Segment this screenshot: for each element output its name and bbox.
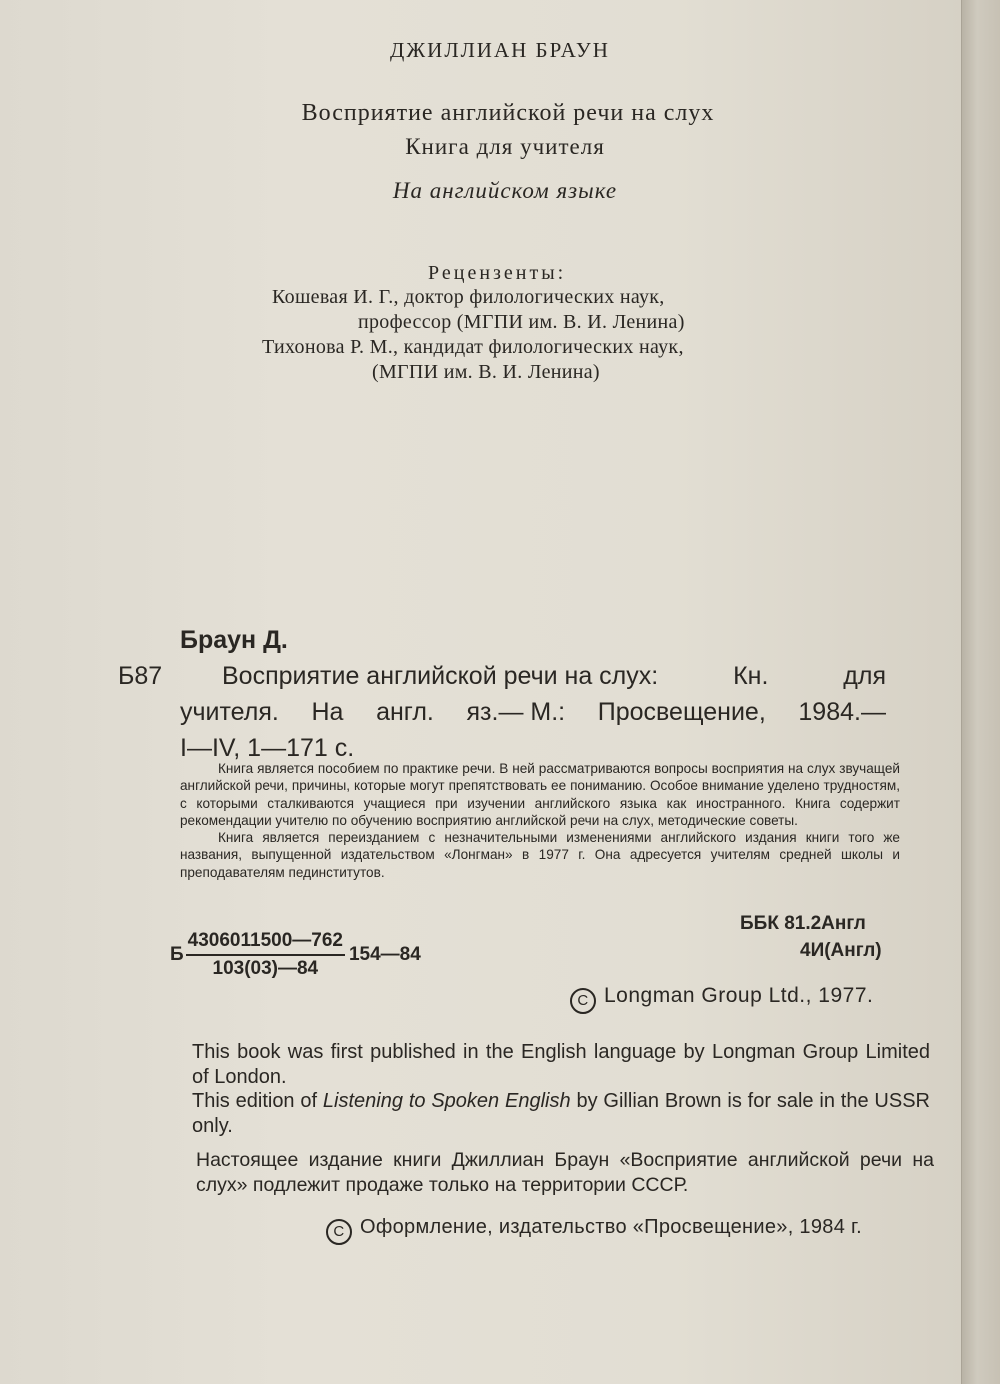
catalog-text: англ. (376, 698, 434, 726)
reviewer-line: профессор (МГПИ им. В. И. Ленина) (358, 311, 685, 333)
original-title: Listening to Spoken English (322, 1090, 571, 1112)
catalog-text: учителя. (180, 698, 279, 726)
catalog-pages: I—IV, 1—171 с. (180, 734, 355, 762)
catalog-text: Просвещение, (597, 698, 766, 726)
catalog-line-1 (222, 662, 886, 691)
abstract-paragraph: Книга является переизданием с незначительными изменениями английского издания книги того же названия, выпущенной издательством «Лонгман» в 1977 г. Она адресуется учителям средней школы и преподавателям пединститутов. (180, 830, 900, 880)
notice-text: This edition of (192, 1090, 323, 1112)
fraction-prefix: Б (170, 944, 184, 965)
prosveshchenie-copyright (326, 1216, 862, 1245)
reviewer-line: Тихонова Р. М., кандидат филологических наук, (262, 336, 684, 358)
catalog-text: На (311, 698, 344, 726)
author-heading: ДЖИЛЛИАН БРАУН (390, 38, 610, 62)
catalog-text: Кн. (733, 662, 769, 690)
catalog-code: Б87 (118, 662, 163, 690)
longman-copyright (570, 984, 873, 1014)
fraction-numerator: 4306011500—762 (186, 930, 345, 956)
bbk-code: ББК 81.2Англ (740, 913, 866, 934)
price-fraction (170, 930, 421, 980)
reviewer-line: (МГПИ им. В. И. Ленина) (372, 361, 600, 383)
catalog-line-2 (180, 698, 886, 727)
udk-code: 4И(Англ) (800, 940, 882, 961)
reviewers-heading: Рецензенты: (428, 262, 567, 284)
book-language: На английском языке (392, 178, 618, 203)
book-title: Восприятие английской речи на слух (301, 100, 715, 126)
catalog-text: 1984.— (798, 698, 886, 726)
copyright-icon: C (326, 1219, 352, 1245)
copyright-text: Оформление, издательство «Просвещение», 1984 г. (360, 1216, 862, 1238)
catalog-author: Браун Д. (180, 626, 288, 654)
fraction-stack (186, 930, 345, 980)
abstract-paragraph: Книга является пособием по практике речи. В ней рассматриваются вопросы восприятия на слух звучащей английской речи, причины, которые могут препятствовать ее пониманию. Особое внимание уделено трудностям, с которыми сталкиваются учащиеся при изучении английского языка как иностранного. Книга содержит рекомендации учителю по обучению восприятию английской речи на слух, методические советы. (180, 761, 900, 828)
english-paragraph (192, 1089, 930, 1138)
fraction-denominator: 103(03)—84 (212, 958, 319, 979)
english-paragraph: This book was first published in the English language by Longman Group Limited of London. (192, 1041, 930, 1088)
catalog-text: для (843, 662, 886, 690)
copyright-text: Longman Group Ltd., 1977. (604, 984, 874, 1007)
abstract (180, 760, 900, 881)
russian-paragraph: Настоящее издание книги Джиллиан Браун «Восприятие английской речи на слух» подлежит продаже только на территории СССР. (196, 1149, 934, 1196)
catalog-text: Восприятие английской речи на слух: (222, 662, 659, 690)
reviewer-line: Кошевая И. Г., доктор филологических наук, (272, 286, 665, 308)
page-edge (961, 0, 1000, 1384)
catalog-text: яз.— М.: (466, 698, 566, 726)
copyright-icon: C (570, 988, 596, 1014)
fraction-suffix: 154—84 (348, 944, 421, 965)
russian-notice (196, 1148, 934, 1197)
book-subtitle: Книга для учителя (405, 134, 605, 159)
notice-text: by Gillian Brown is for sale in the USSR only. (192, 1090, 930, 1137)
english-notice (192, 1040, 930, 1138)
